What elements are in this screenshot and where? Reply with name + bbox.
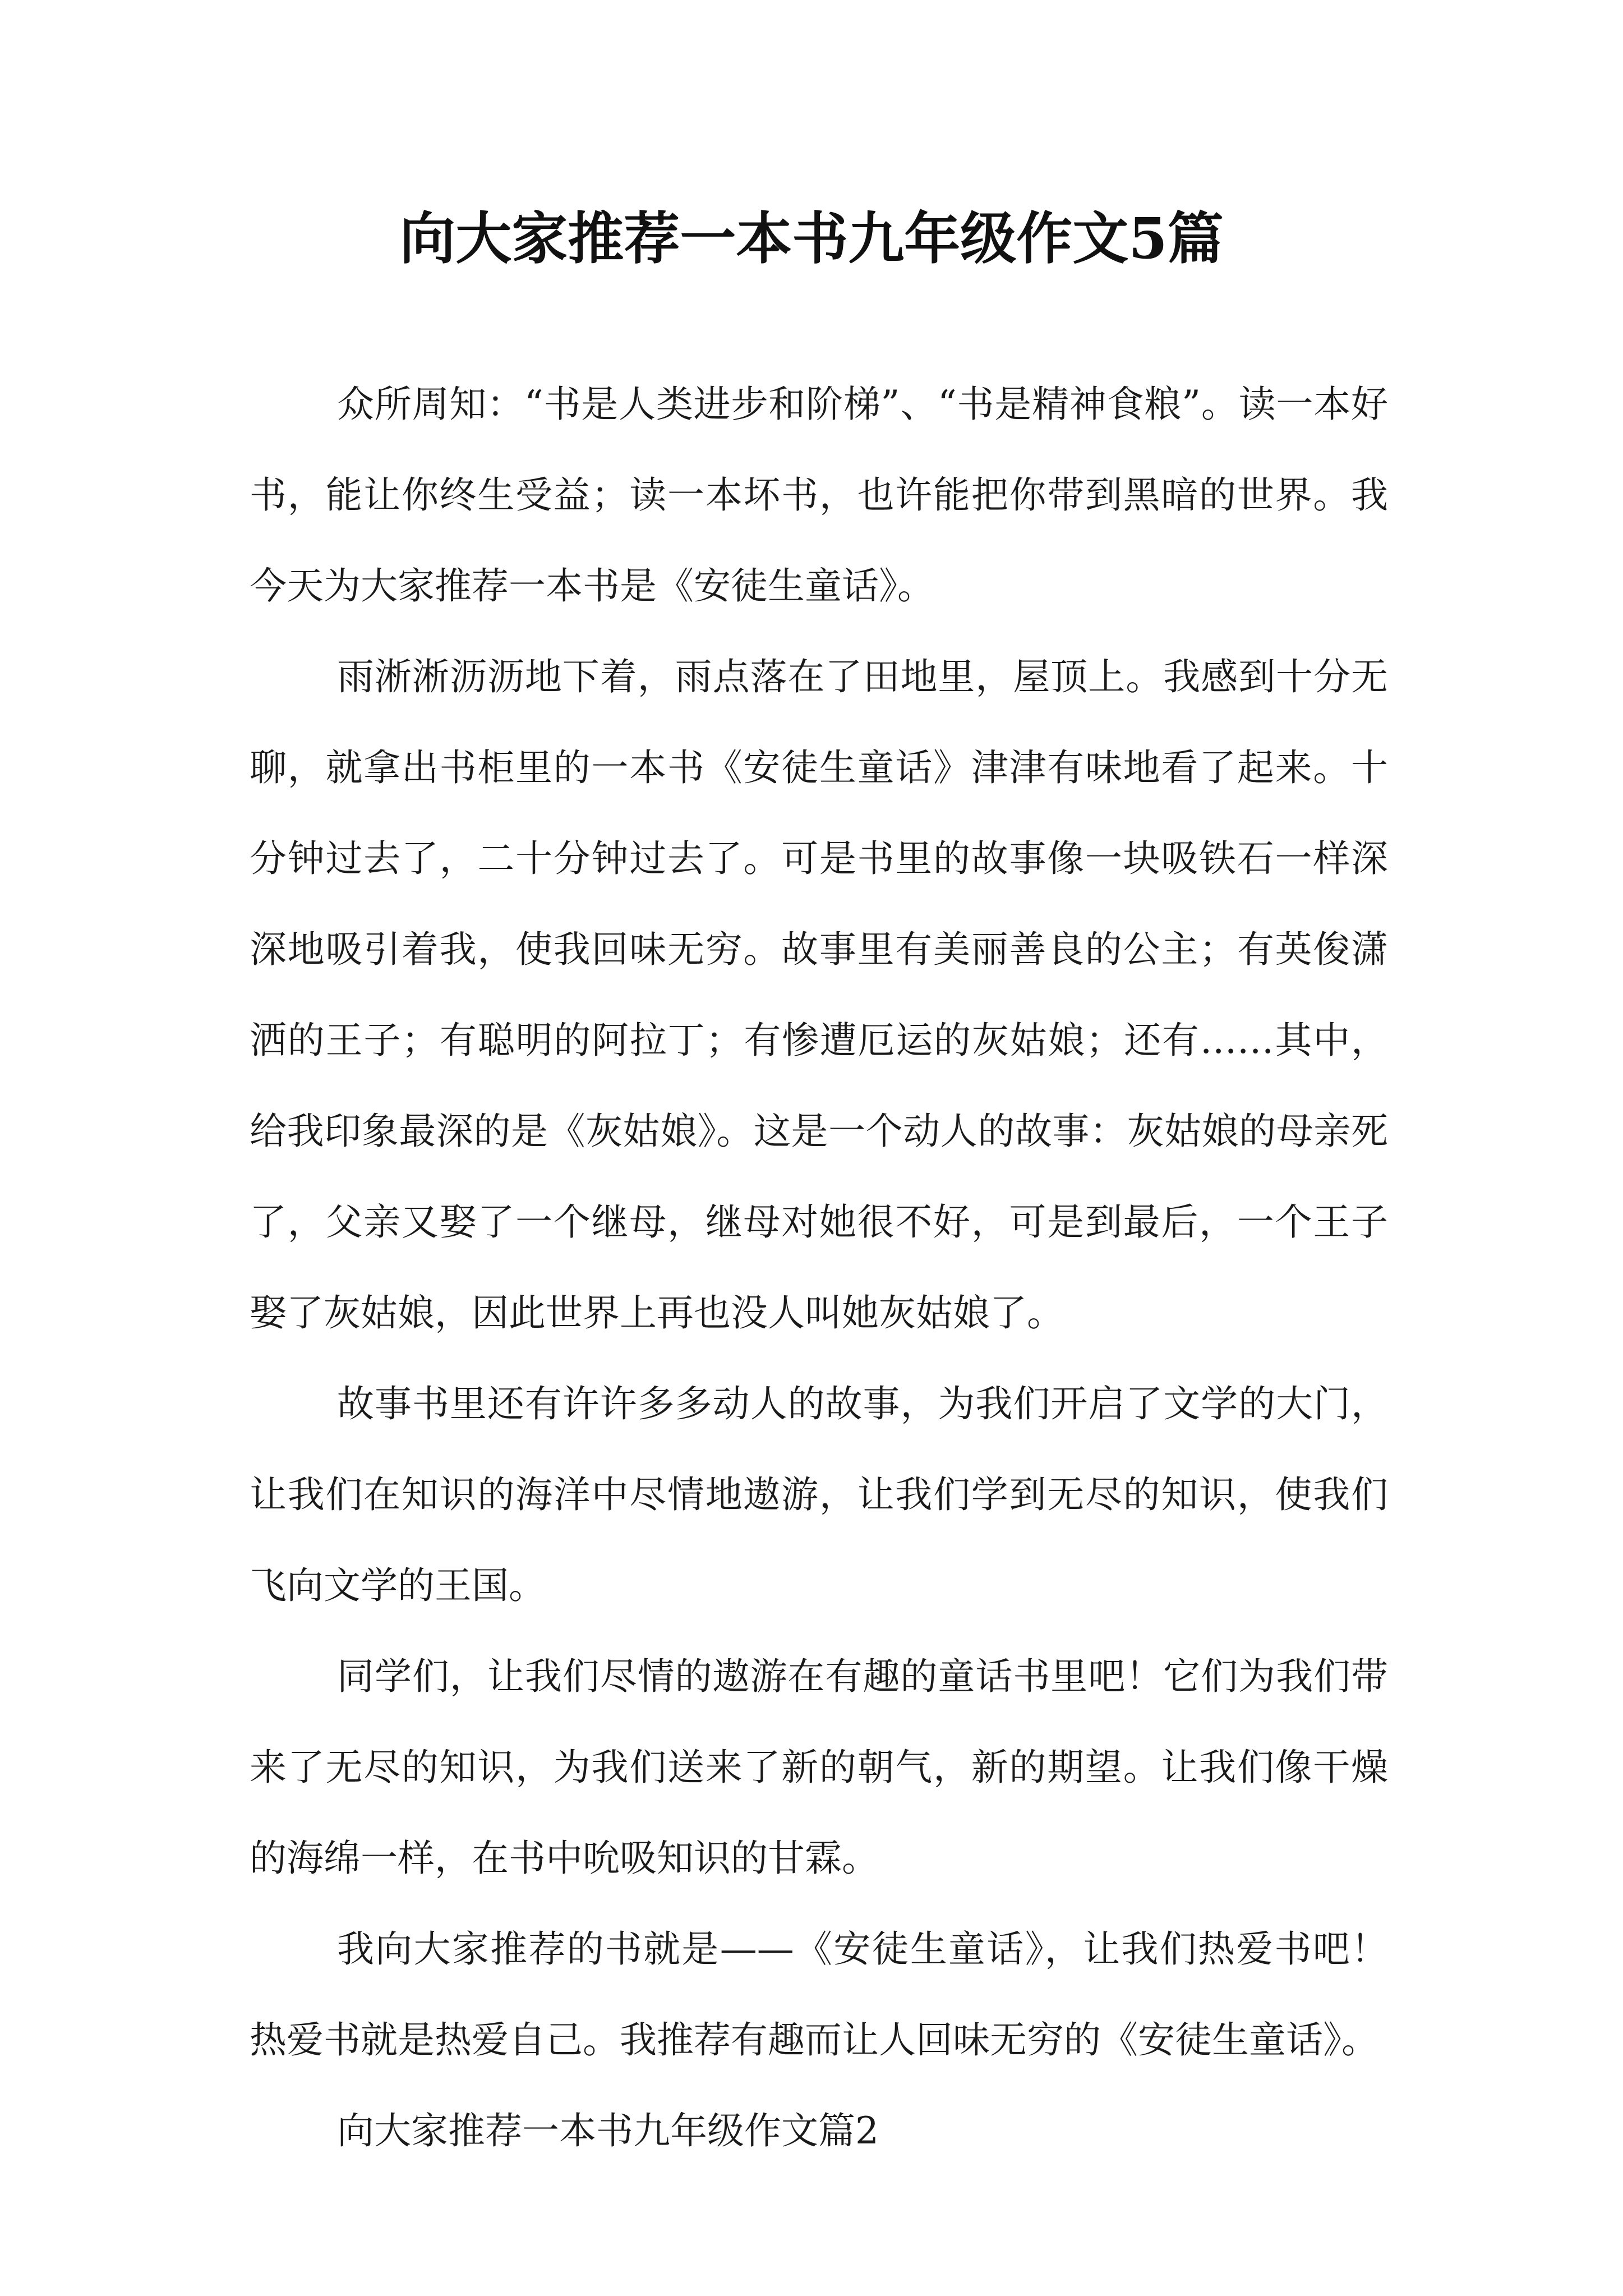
document-title: 向大家推荐一本书九年级作文5篇 <box>399 205 1224 272</box>
paragraph-intro: 众所周知：“书是人类进步和阶梯”、“书是精神食粮”。读一本好书，能让你终生受益；读一本坏书，也许能把你带到黑暗的世界。我今天为大家推荐一本书是《安徒生童话》。 <box>250 383 1388 608</box>
document-body <box>250 359 1388 2177</box>
section-heading-essay-2: 向大家推荐一本书九年级作文篇2 <box>337 2109 879 2152</box>
paragraph-call-to-classmates: 同学们，让我们尽情的遨游在有趣的童话书里吧！它们为我们带来了无尽的知识，为我们送来了新的朝气，新的期望。让我们像干燥的海绵一样，在书中吮吸知识的甘霖。 <box>250 1655 1388 1880</box>
paragraph-recommendation: 我向大家推荐的书就是——《安徒生童话》，让我们热爱书吧！热爱书就是热爱自己。我推荐有趣而让人回味无穷的《安徒生童话》。 <box>250 1927 1388 2062</box>
paragraph-more-stories: 故事书里还有许许多多动人的故事，为我们开启了文学的大门，让我们在知识的海洋中尽情地遨游，让我们学到无尽的知识，使我们飞向文学的王国。 <box>250 1382 1388 1607</box>
paragraph-story: 雨淅淅沥沥地下着，雨点落在了田地里，屋顶上。我感到十分无聊，就拿出书柜里的一本书《安徒生童话》津津有味地看了起来。十分钟过去了，二十分钟过去了。可是书里的故事像一块吸铁石一样深深地吸引着我，使我回味无穷。故事里有美丽善良的公主；有英俊潇洒的王子；有聪明的阿拉丁；有惨遭厄运的灰姑娘；还有……其中，给我印象最深的是《灰姑娘》。这是一个动人的故事：灰姑娘的母亲死了，父亲又娶了一个继母，继母对她很不好，可是到最后，一个王子娶了灰姑娘，因此世界上再也没人叫她灰姑娘了。 <box>250 655 1388 1335</box>
